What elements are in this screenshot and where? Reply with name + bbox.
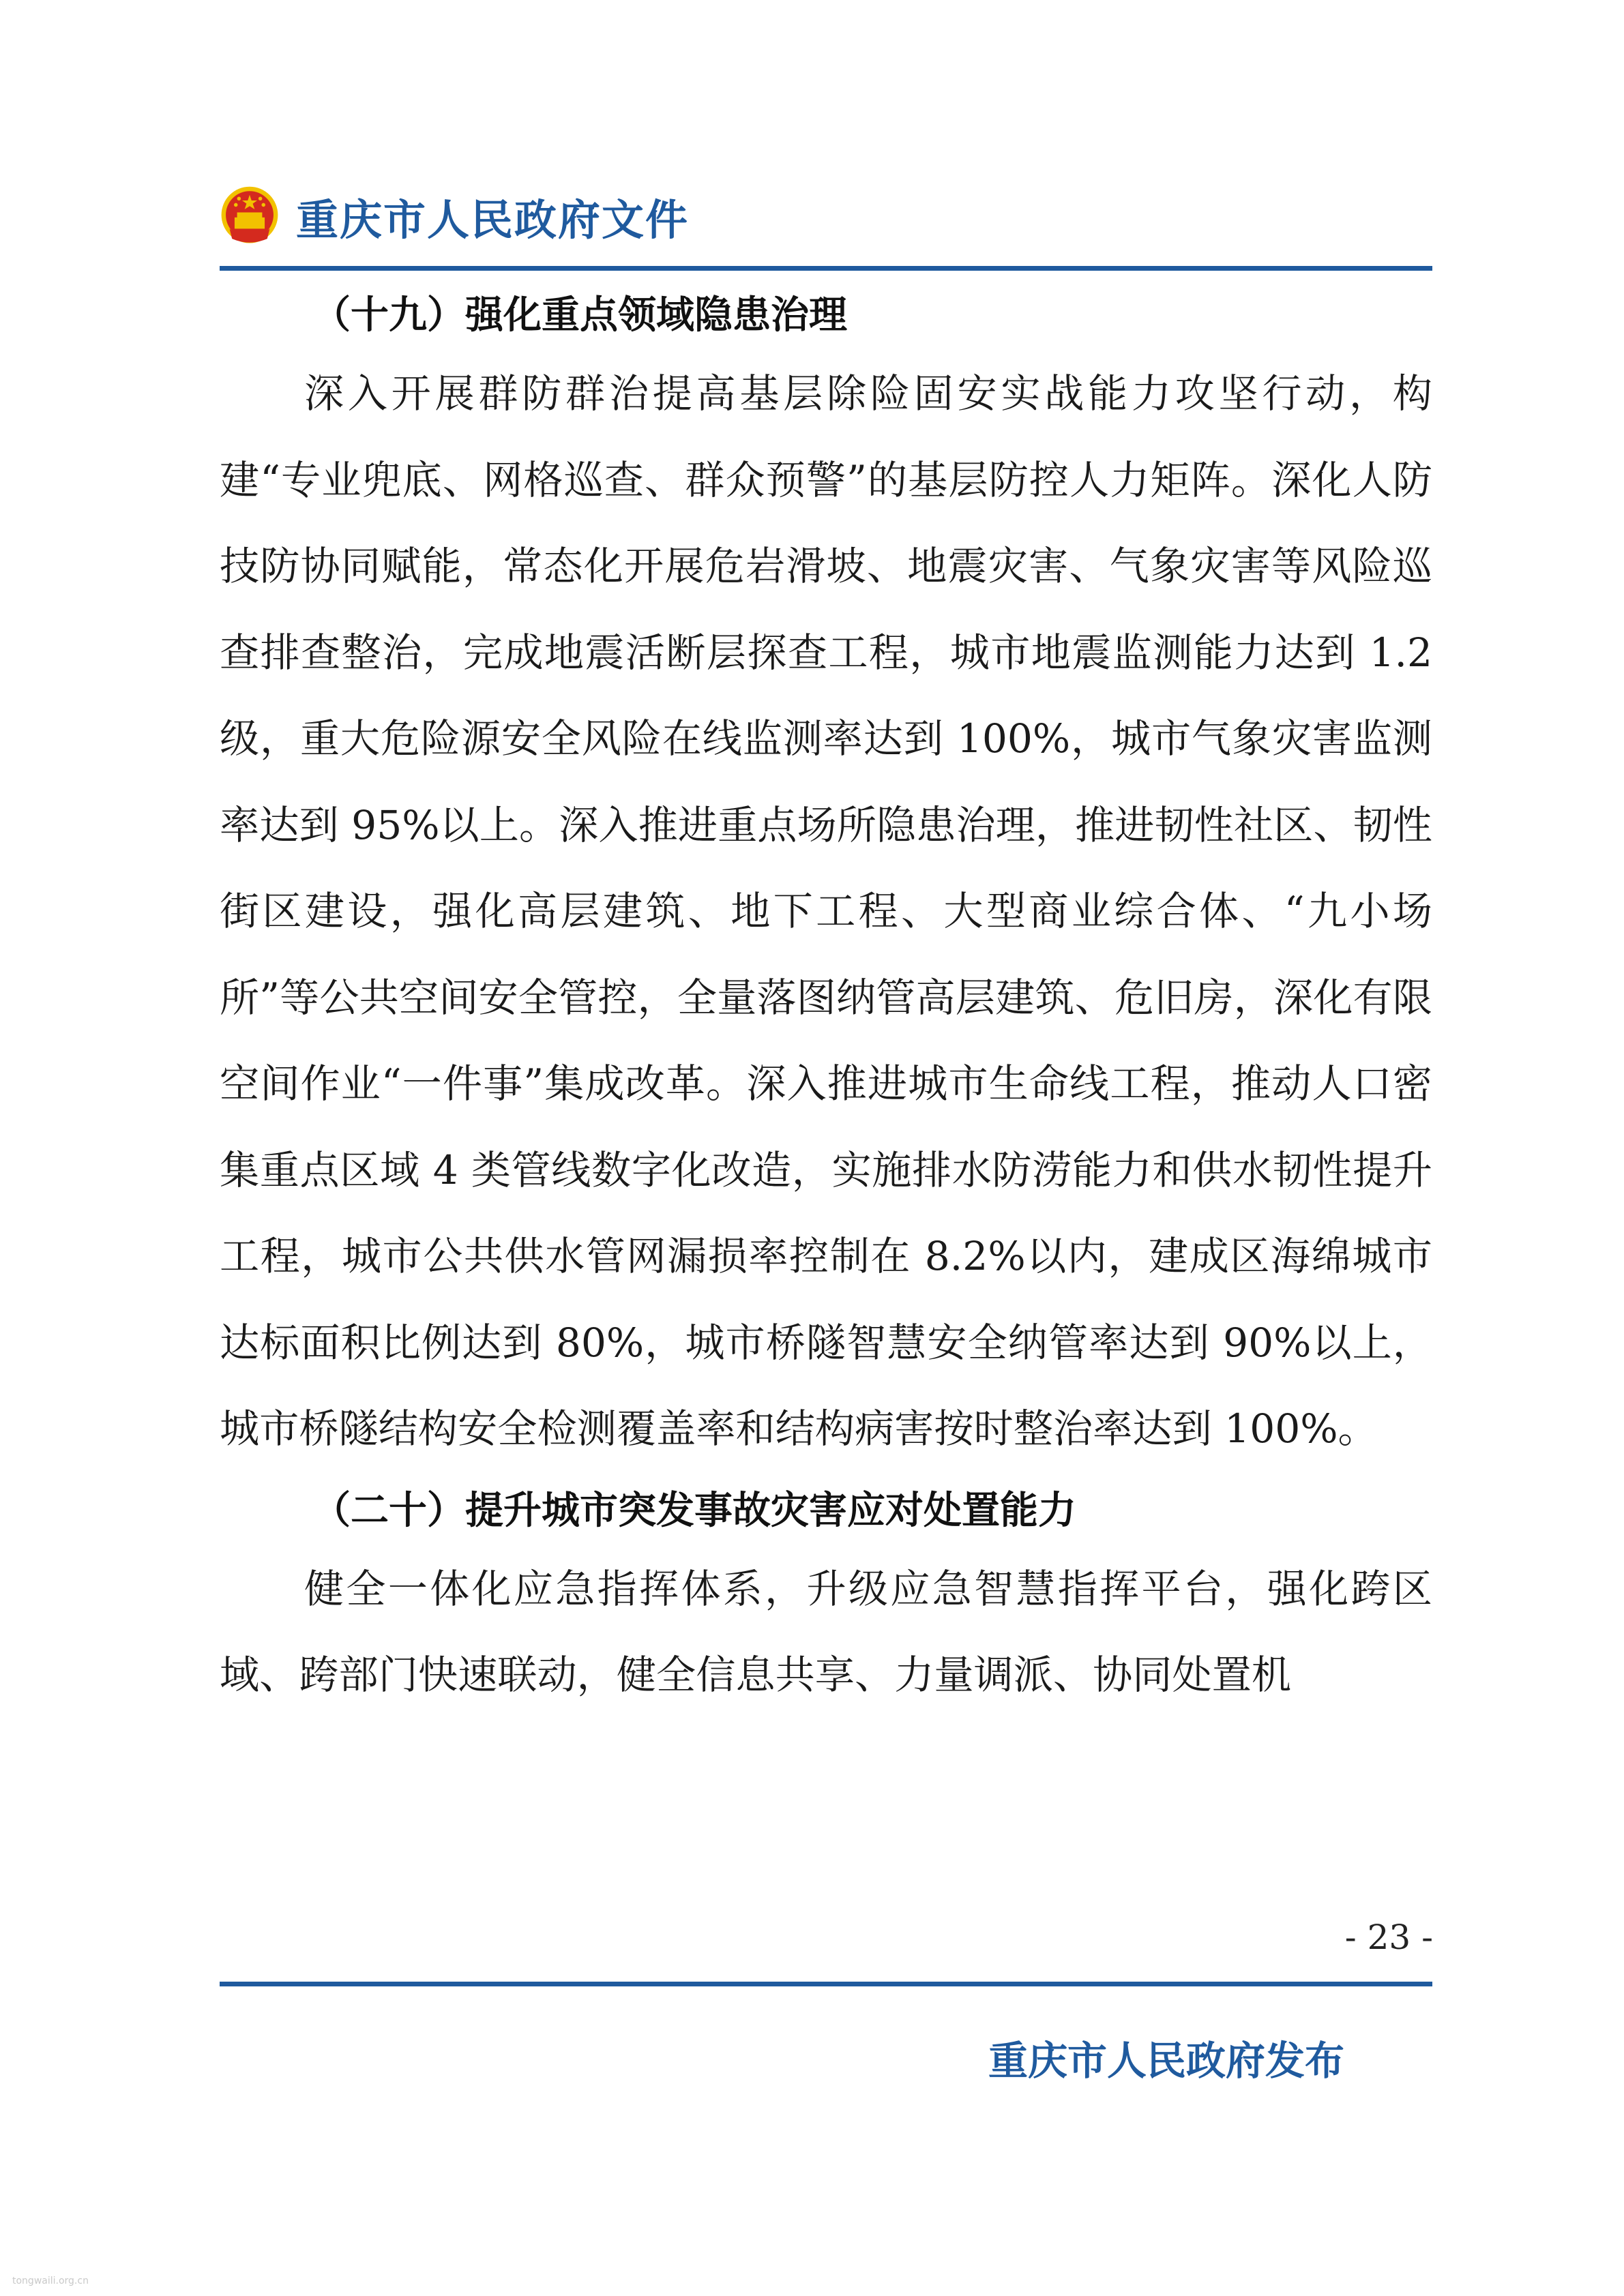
footer-publisher: 重庆市人民政府发布 — [988, 2038, 1344, 2084]
footer-divider — [220, 1982, 1432, 1986]
watermark-text: tongwaili.org.cn — [12, 2276, 89, 2286]
section-heading: （十九）强化重点领域隐患治理 — [312, 293, 847, 338]
section-paragraph: 深入开展群防群治提高基层除险固安实战能力攻坚行动，构建“专业兜底、网格巡查、群众预警”的基层防控人力矩阵。深化人防技防协同赋能，常态化开展危岩滑坡、地震灾害、气象灾害等风险巡查排查整治，完成地震活断层探查工程，城市地震监测能力达到 1.2 级，重大危险源安全风险在线监测率达到 100%，城市气象灾害监测率达到 95%以上。深入推进重点场所隐患治理，推进韧性社区、韧性街区建设，强化高层建筑、地下工程、大型商业综合体、“九小场所”等公共空间安全管控，全量落图纳管高层建筑、危旧房，深化有限空间作业“一件事”集成改革。深入推进城市生命线工程，推动人口密集重点区域 4 类管线数字化改造，实施排水防涝能力和供水韧性提升工程，城市公共供水管网漏损率控制在 8.2%以内，建成区海绵城市达标面积比例达到 80%，城市桥隧智慧安全纳管率达到 90%以上，城市桥隧结构安全检测覆盖率和结构病害按时整治率达到 100%。 — [220, 370, 1432, 1452]
national-emblem-icon — [218, 185, 281, 248]
document-header-title: 重庆市人民政府文件 — [296, 194, 690, 245]
header-divider — [220, 266, 1432, 271]
page-number: - 23 - — [1344, 1918, 1433, 1957]
document-body — [220, 286, 1432, 1718]
section-heading: （二十）提升城市突发事故灾害应对处置能力 — [312, 1488, 1076, 1533]
section-paragraph: 健全一体化应急指挥体系，升级应急智慧指挥平台，强化跨区域、跨部门快速联动，健全信息共享、力量调派、协同处置机 — [220, 1565, 1432, 1698]
document-header — [218, 179, 689, 254]
